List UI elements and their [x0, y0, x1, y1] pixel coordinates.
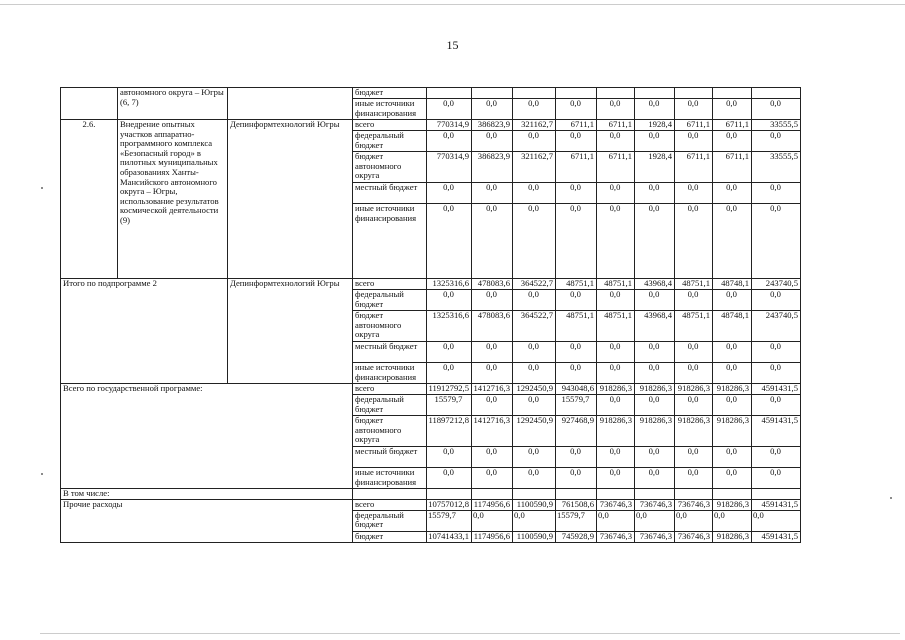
- cell-executor: [228, 88, 353, 120]
- cell-source: бюджет: [353, 531, 427, 542]
- cell-value: 736746,3: [675, 531, 713, 542]
- table-body: [61, 88, 801, 543]
- cell-value: 4591431,5: [752, 531, 801, 542]
- cell-value: 1100590,9: [513, 531, 556, 542]
- cell-value: 0,0: [713, 204, 752, 279]
- cell-value: 243740,5: [752, 279, 801, 290]
- cell-empty: [472, 489, 513, 500]
- cell-value: 0,0: [752, 131, 801, 152]
- cell-value: 0,0: [427, 447, 472, 468]
- cell-value: 0,0: [472, 447, 513, 468]
- table-row: [61, 120, 801, 131]
- cell-value: 4591431,5: [752, 416, 801, 447]
- cell-source: иные источники финансирования: [353, 363, 427, 384]
- cell-value: 0,0: [713, 468, 752, 489]
- cell-value: 0,0: [675, 131, 713, 152]
- cell-value: 0,0: [597, 468, 635, 489]
- cell-value: 0,0: [675, 363, 713, 384]
- cell-value: 0,0: [513, 183, 556, 204]
- cell-empty: [597, 88, 635, 99]
- cell-value: 1174956,6: [472, 499, 513, 510]
- cell-value: 0,0: [472, 510, 513, 531]
- cell-section-title: Прочие расходы: [61, 499, 353, 542]
- table-row: [61, 489, 801, 500]
- cell-value: 927468,9: [556, 416, 597, 447]
- cell-value: 0,0: [513, 342, 556, 363]
- table-row: [61, 88, 801, 99]
- cell-source: всего: [353, 279, 427, 290]
- cell-value: 0,0: [556, 363, 597, 384]
- scan-bottom-edge: [40, 633, 900, 634]
- cell-value: 918286,3: [713, 416, 752, 447]
- cell-value: 0,0: [752, 510, 801, 531]
- cell-value: 0,0: [635, 447, 675, 468]
- cell-value: 0,0: [427, 204, 472, 279]
- cell-source: федеральный бюджет: [353, 290, 427, 311]
- cell-value: 6711,1: [713, 152, 752, 183]
- cell-value: 6711,1: [675, 120, 713, 131]
- cell-value: 918286,3: [675, 416, 713, 447]
- cell-value: 0,0: [472, 183, 513, 204]
- cell-value: 736746,3: [597, 531, 635, 542]
- cell-value: 0,0: [713, 183, 752, 204]
- cell-value: 0,0: [597, 447, 635, 468]
- cell-value: 386823,9: [472, 120, 513, 131]
- cell-source: местный бюджет: [353, 183, 427, 204]
- cell-value: 15579,7: [427, 510, 472, 531]
- cell-value: 0,0: [713, 131, 752, 152]
- cell-value: 4591431,5: [752, 384, 801, 395]
- cell-empty: [353, 489, 427, 500]
- cell-value: 0,0: [597, 183, 635, 204]
- cell-empty: [752, 489, 801, 500]
- cell-value: 0,0: [597, 510, 635, 531]
- cell-empty: [713, 88, 752, 99]
- cell-value: 478083,6: [472, 279, 513, 290]
- cell-value: 761508,6: [556, 499, 597, 510]
- cell-value: 364522,7: [513, 311, 556, 342]
- cell-empty: [427, 88, 472, 99]
- cell-value: 1412716,3: [472, 384, 513, 395]
- cell-value: 1325316,6: [427, 279, 472, 290]
- cell-value: 0,0: [713, 510, 752, 531]
- cell-value: 736746,3: [675, 499, 713, 510]
- cell-source: федеральный бюджет: [353, 395, 427, 416]
- cell-value: 0,0: [472, 204, 513, 279]
- cell-value: 918286,3: [635, 416, 675, 447]
- cell-source: местный бюджет: [353, 447, 427, 468]
- cell-value: 243740,5: [752, 311, 801, 342]
- cell-value: 0,0: [675, 447, 713, 468]
- cell-value: 918286,3: [597, 416, 635, 447]
- cell-value: 48751,1: [675, 279, 713, 290]
- cell-value: 1100590,9: [513, 499, 556, 510]
- cell-value: 736746,3: [635, 499, 675, 510]
- cell-value: 0,0: [427, 342, 472, 363]
- cell-value: 6711,1: [713, 120, 752, 131]
- cell-value: 15579,7: [427, 395, 472, 416]
- cell-value: 1325316,6: [427, 311, 472, 342]
- cell-value: 0,0: [752, 363, 801, 384]
- table-row: [61, 279, 801, 290]
- cell-source: всего: [353, 384, 427, 395]
- cell-value: 0,0: [752, 290, 801, 311]
- cell-value: 0,0: [427, 290, 472, 311]
- cell-value: 0,0: [713, 290, 752, 311]
- cell-value: 0,0: [752, 99, 801, 120]
- cell-value: 33555,5: [752, 120, 801, 131]
- cell-value: 0,0: [675, 290, 713, 311]
- cell-value: 0,0: [713, 99, 752, 120]
- cell-source: всего: [353, 499, 427, 510]
- cell-value: 15579,7: [556, 510, 597, 531]
- cell-source: бюджет автономного округа: [353, 152, 427, 183]
- cell-value: 770314,9: [427, 152, 472, 183]
- cell-source: всего: [353, 120, 427, 131]
- cell-value: 0,0: [513, 363, 556, 384]
- cell-empty: [713, 489, 752, 500]
- cell-empty: [675, 489, 713, 500]
- cell-value: 48751,1: [675, 311, 713, 342]
- cell-value: 6711,1: [556, 120, 597, 131]
- cell-value: 1412716,3: [472, 416, 513, 447]
- cell-value: 0,0: [713, 342, 752, 363]
- cell-value: 918286,3: [713, 384, 752, 395]
- cell-value: 0,0: [752, 204, 801, 279]
- cell-value: 0,0: [513, 447, 556, 468]
- cell-value: 48748,1: [713, 279, 752, 290]
- cell-value: 0,0: [635, 183, 675, 204]
- cell-value: 321162,7: [513, 152, 556, 183]
- page-number: 15: [446, 38, 459, 52]
- cell-value: 0,0: [513, 204, 556, 279]
- cell-source: федеральный бюджет: [353, 510, 427, 531]
- cell-value: 745928,9: [556, 531, 597, 542]
- cell-value: 0,0: [713, 363, 752, 384]
- cell-value: 321162,7: [513, 120, 556, 131]
- cell-value: 0,0: [427, 183, 472, 204]
- cell-value: 943048,6: [556, 384, 597, 395]
- cell-executor: Депинформтехнологий Югры: [228, 279, 353, 384]
- cell-value: 0,0: [752, 395, 801, 416]
- cell-value: 1928,4: [635, 120, 675, 131]
- cell-value: 15579,7: [556, 395, 597, 416]
- cell-value: 0,0: [556, 447, 597, 468]
- cell-section-title: Итого по подпрограмме 2: [61, 279, 228, 384]
- cell-value: 0,0: [556, 183, 597, 204]
- cell-value: 48748,1: [713, 311, 752, 342]
- scan-top-edge: [0, 4, 905, 5]
- cell-value: 48751,1: [556, 311, 597, 342]
- cell-value: 0,0: [597, 99, 635, 120]
- cell-value: 0,0: [556, 204, 597, 279]
- cell-value: 0,0: [713, 395, 752, 416]
- cell-value: 0,0: [752, 342, 801, 363]
- cell-value: 6711,1: [597, 120, 635, 131]
- cell-source: бюджет автономного округа: [353, 311, 427, 342]
- cell-value: 10757012,8: [427, 499, 472, 510]
- cell-value: 0,0: [675, 204, 713, 279]
- cell-empty: [675, 88, 713, 99]
- cell-value: 0,0: [675, 468, 713, 489]
- cell-value: 0,0: [597, 131, 635, 152]
- cell-value: 770314,9: [427, 120, 472, 131]
- cell-value: 0,0: [635, 510, 675, 531]
- cell-value: 0,0: [675, 395, 713, 416]
- cell-value: 11912792,5: [427, 384, 472, 395]
- cell-value: 0,0: [513, 395, 556, 416]
- cell-value: 0,0: [427, 468, 472, 489]
- table-row: [61, 384, 801, 395]
- cell-value: 0,0: [472, 395, 513, 416]
- cell-source: федеральный бюджет: [353, 131, 427, 152]
- cell-value: 0,0: [675, 99, 713, 120]
- cell-value: 0,0: [556, 131, 597, 152]
- cell-value: 1292450,9: [513, 416, 556, 447]
- cell-value: 48751,1: [556, 279, 597, 290]
- cell-value: 918286,3: [713, 531, 752, 542]
- cell-value: 0,0: [556, 342, 597, 363]
- cell-value: 33555,5: [752, 152, 801, 183]
- cell-empty: [597, 489, 635, 500]
- cell-value: 0,0: [556, 468, 597, 489]
- cell-value: 0,0: [427, 131, 472, 152]
- cell-num: [61, 88, 118, 120]
- cell-value: 10741433,1: [427, 531, 472, 542]
- cell-value: 48751,1: [597, 311, 635, 342]
- cell-value: 0,0: [597, 342, 635, 363]
- cell-value: 0,0: [635, 204, 675, 279]
- cell-value: 0,0: [635, 131, 675, 152]
- cell-empty: [752, 88, 801, 99]
- cell-value: 0,0: [675, 510, 713, 531]
- cell-name: автономного округа – Югры (6, 7): [118, 88, 228, 120]
- cell-source: бюджет: [353, 88, 427, 99]
- cell-value: 0,0: [635, 342, 675, 363]
- cell-value: 0,0: [472, 131, 513, 152]
- cell-value: 0,0: [472, 99, 513, 120]
- cell-value: 0,0: [635, 395, 675, 416]
- cell-value: 0,0: [597, 204, 635, 279]
- cell-value: 43968,4: [635, 311, 675, 342]
- cell-source: бюджет автономного округа: [353, 416, 427, 447]
- cell-source: иные источники финансирования: [353, 204, 427, 279]
- cell-executor: Депинформтехнологий Югры: [228, 120, 353, 279]
- cell-value: 43968,4: [635, 279, 675, 290]
- cell-value: 11897212,8: [427, 416, 472, 447]
- cell-value: 0,0: [752, 183, 801, 204]
- cell-value: 918286,3: [713, 499, 752, 510]
- cell-value: 0,0: [513, 99, 556, 120]
- cell-value: 1174956,6: [472, 531, 513, 542]
- cell-value: 0,0: [556, 290, 597, 311]
- cell-value: 918286,3: [675, 384, 713, 395]
- cell-value: 0,0: [472, 468, 513, 489]
- cell-name: Внедрение опытных участков аппаратно-программного комплекса «Безопасный город» в пилотных муниципальных образованиях Ханты-Мансийского автономного округа – Югры, использование результатов космической деятельности (9): [118, 120, 228, 279]
- cell-value: 6711,1: [597, 152, 635, 183]
- cell-value: 0,0: [513, 131, 556, 152]
- cell-value: 0,0: [597, 290, 635, 311]
- cell-value: 0,0: [635, 99, 675, 120]
- cell-value: 736746,3: [635, 531, 675, 542]
- cell-section-title: Всего по государственной программе:: [61, 384, 353, 489]
- cell-section-title: В том числе:: [61, 489, 353, 500]
- cell-empty: [556, 88, 597, 99]
- cell-empty: [427, 489, 472, 500]
- cell-value: 4591431,5: [752, 499, 801, 510]
- cell-empty: [513, 88, 556, 99]
- cell-value: 918286,3: [635, 384, 675, 395]
- scan-speck: [41, 187, 43, 189]
- cell-value: 0,0: [752, 468, 801, 489]
- cell-value: 1292450,9: [513, 384, 556, 395]
- cell-value: 918286,3: [597, 384, 635, 395]
- table-row: [61, 499, 801, 510]
- cell-value: 0,0: [427, 363, 472, 384]
- cell-value: 0,0: [635, 363, 675, 384]
- cell-value: 478083,6: [472, 311, 513, 342]
- cell-value: 0,0: [513, 468, 556, 489]
- cell-value: 0,0: [513, 290, 556, 311]
- cell-value: 0,0: [427, 99, 472, 120]
- cell-num: 2.6.: [61, 120, 118, 279]
- cell-value: 0,0: [635, 468, 675, 489]
- cell-empty: [556, 489, 597, 500]
- cell-source: иные источники финансирования: [353, 99, 427, 120]
- cell-value: 0,0: [635, 290, 675, 311]
- cell-value: 0,0: [675, 183, 713, 204]
- cell-value: 0,0: [513, 510, 556, 531]
- cell-empty: [635, 489, 675, 500]
- cell-value: 0,0: [597, 395, 635, 416]
- cell-value: 0,0: [597, 363, 635, 384]
- cell-value: 0,0: [472, 363, 513, 384]
- cell-value: 1928,4: [635, 152, 675, 183]
- cell-value: 736746,3: [597, 499, 635, 510]
- cell-value: 48751,1: [597, 279, 635, 290]
- cell-empty: [472, 88, 513, 99]
- cell-value: 0,0: [556, 99, 597, 120]
- scan-speck: [41, 473, 43, 475]
- cell-value: 0,0: [752, 447, 801, 468]
- cell-value: 0,0: [675, 342, 713, 363]
- cell-value: 364522,7: [513, 279, 556, 290]
- scan-speck: [890, 497, 892, 499]
- cell-empty: [513, 489, 556, 500]
- cell-empty: [635, 88, 675, 99]
- cell-value: 6711,1: [556, 152, 597, 183]
- budget-table: [60, 87, 801, 543]
- cell-source: иные источники финансирования: [353, 468, 427, 489]
- cell-value: 0,0: [472, 290, 513, 311]
- cell-value: 0,0: [713, 447, 752, 468]
- cell-value: 386823,9: [472, 152, 513, 183]
- cell-value: 6711,1: [675, 152, 713, 183]
- cell-value: 0,0: [472, 342, 513, 363]
- cell-source: местный бюджет: [353, 342, 427, 363]
